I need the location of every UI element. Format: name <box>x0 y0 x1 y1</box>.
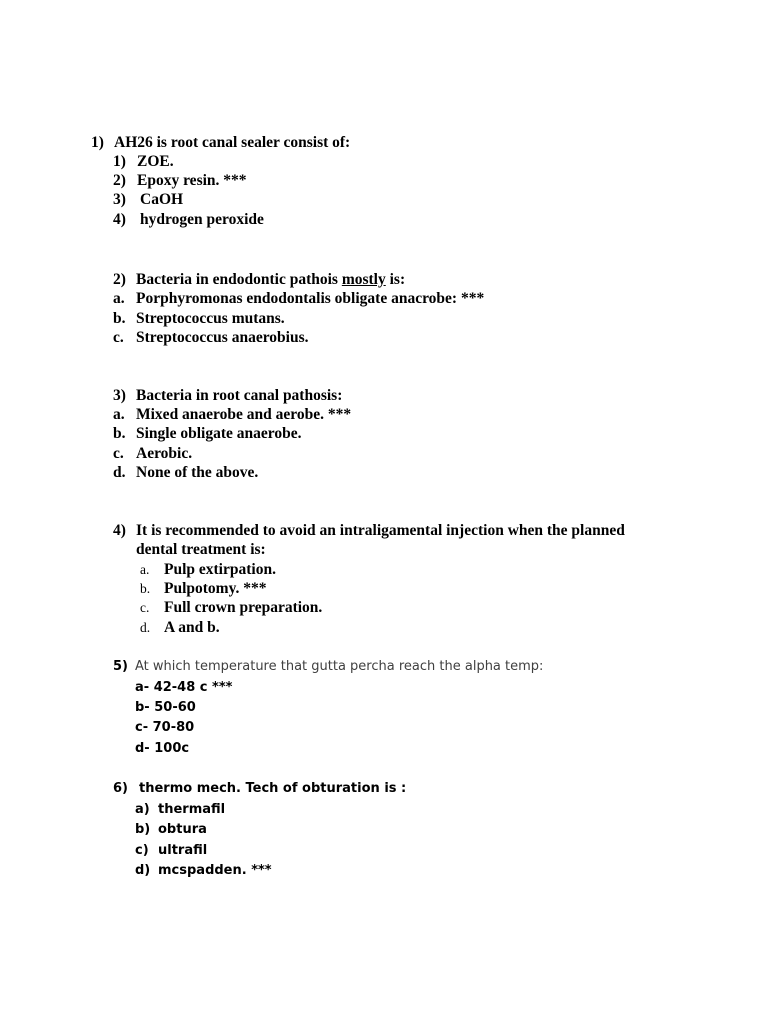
question-3-stem <box>113 386 342 405</box>
option-marker: a. <box>113 406 125 423</box>
question-text: thermo mech. Tech of obturation is : <box>139 781 407 796</box>
option-marker: a. <box>113 290 125 307</box>
option-text: CaOH <box>140 191 184 208</box>
option <box>140 579 266 598</box>
option <box>135 861 272 880</box>
option-marker: b. <box>140 581 151 596</box>
option-text: Mixed anaerobe and aerobe. *** <box>136 406 352 423</box>
question-number: 5) <box>113 659 128 674</box>
option-text: obtura <box>158 822 207 837</box>
option-text: None of the above. <box>136 464 259 481</box>
option-text: Pulp extirpation. <box>164 561 276 578</box>
option-marker: 3) <box>113 191 126 208</box>
option-marker: c. <box>113 445 124 462</box>
question-text: At which temperature that gutta percha reach the alpha temp: <box>135 659 544 674</box>
option-marker: b) <box>135 822 151 837</box>
option-text: mcspadden. *** <box>158 863 272 878</box>
option: c- 70-80 <box>135 720 195 735</box>
option-text: Pulpotomy. *** <box>164 580 267 597</box>
option-marker: d. <box>113 464 126 481</box>
option-text: Full crown preparation. <box>164 599 323 616</box>
question-4-stem <box>113 521 625 540</box>
question-text: It is recommended to avoid an intraligamental injection when the planned <box>136 522 625 539</box>
option-text: hydrogen peroxide <box>140 211 264 228</box>
option <box>113 289 484 308</box>
option-marker: d) <box>135 863 151 878</box>
question-text-end: is: <box>385 271 406 288</box>
option-marker: c) <box>135 843 149 858</box>
option <box>140 560 276 579</box>
question-number: 6) <box>113 781 128 796</box>
option-text: ZOE. <box>137 153 174 170</box>
question-2-stem <box>113 270 405 289</box>
option <box>140 618 220 637</box>
option <box>135 841 207 860</box>
question-4-stem-continued <box>136 540 266 559</box>
option-marker: 4) <box>113 211 126 228</box>
option <box>135 820 207 839</box>
option-text: Streptococcus mutans. <box>136 310 285 327</box>
question-number: 1) <box>91 134 104 151</box>
option <box>113 405 351 424</box>
question-5-stem <box>113 657 543 676</box>
question-text-emphasis: mostly <box>341 271 386 288</box>
option <box>113 424 301 443</box>
option-marker: b. <box>113 425 126 442</box>
option <box>113 309 285 328</box>
option <box>113 190 183 209</box>
option <box>113 210 264 229</box>
option <box>113 171 247 190</box>
option-text: Epoxy resin. *** <box>137 172 247 189</box>
question-text: dental treatment is: <box>136 541 266 558</box>
option <box>140 598 322 617</box>
option <box>113 328 309 347</box>
option <box>113 463 258 482</box>
option-marker: c. <box>113 329 124 346</box>
option-marker: d. <box>140 620 151 635</box>
option-text: thermafil <box>158 802 226 817</box>
question-6-stem <box>113 779 406 798</box>
question-1-stem <box>91 133 350 152</box>
question-text: Bacteria in root canal pathosis: <box>136 387 343 404</box>
option: d- 100c <box>135 741 190 756</box>
option-text: Aerobic. <box>136 445 193 462</box>
question-number: 3) <box>113 387 126 404</box>
option: b- 50-60 <box>135 700 196 715</box>
option-text: ultrafil <box>158 843 208 858</box>
option-marker: 2) <box>113 172 126 189</box>
option-text: Single obligate anaerobe. <box>136 425 302 442</box>
question-text: AH26 is root canal sealer consist of: <box>114 134 351 151</box>
option <box>113 444 192 463</box>
option-marker: c. <box>140 600 150 615</box>
option-marker: a. <box>140 562 150 577</box>
option <box>113 152 174 171</box>
question-text: Bacteria in endodontic pathois <box>136 271 342 288</box>
question-number: 4) <box>113 522 126 539</box>
option-marker: a) <box>135 802 150 817</box>
option <box>135 800 225 819</box>
option-text: A and b. <box>164 619 220 636</box>
option-marker: b. <box>113 310 126 327</box>
option: a- 42-48 c *** <box>135 680 233 695</box>
option-text: Streptococcus anaerobius. <box>136 329 309 346</box>
question-number: 2) <box>113 271 126 288</box>
option-text: Porphyromonas endodontalis obligate anacrobe: *** <box>136 290 485 307</box>
option-marker: 1) <box>113 153 126 170</box>
